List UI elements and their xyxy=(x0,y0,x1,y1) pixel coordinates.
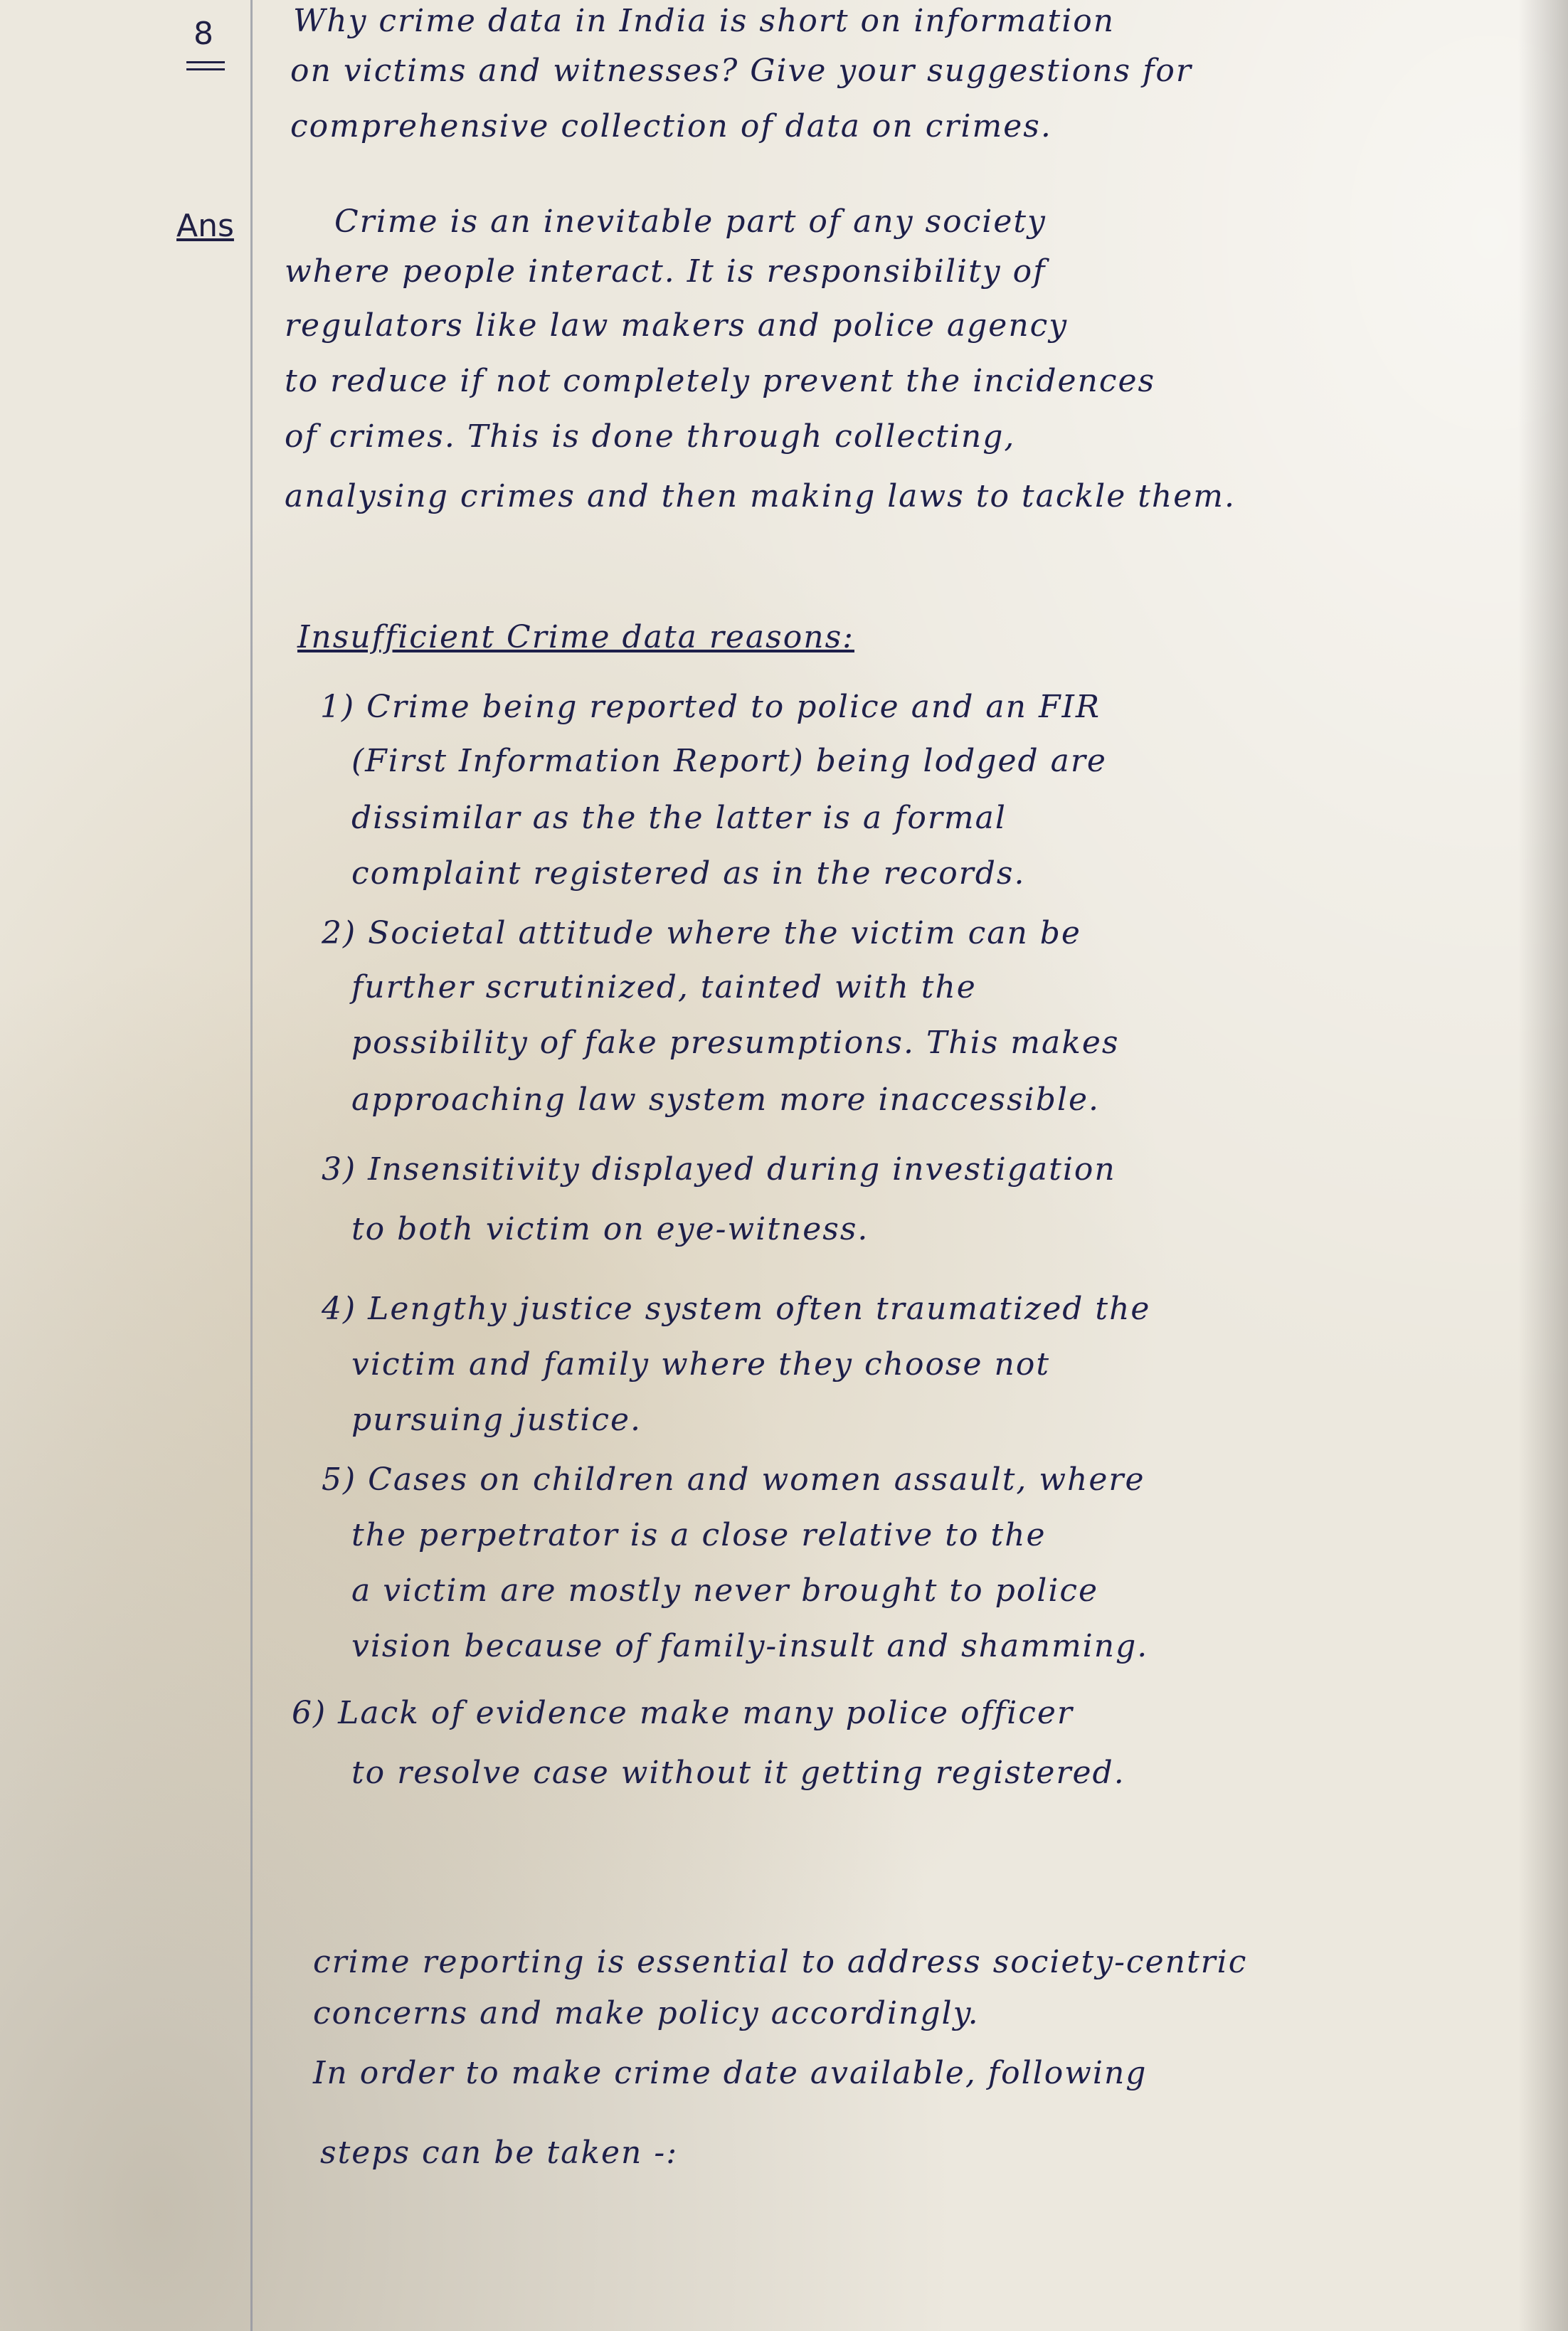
reason-line: 4) Lengthy justice system often traumatized the xyxy=(322,1291,1151,1327)
reason-line: complaint registered as in the records. xyxy=(351,855,1026,892)
intro-line: where people interact. It is responsibility of xyxy=(285,253,1047,290)
intro-line: regulators like law makers and police agency xyxy=(285,307,1069,344)
intro-line: analysing crimes and then making laws to tackle them. xyxy=(285,478,1236,514)
question-line: Why crime data in India is short on information xyxy=(293,3,1116,39)
intro-line: to reduce if not completely prevent the incidences xyxy=(285,363,1156,399)
intro-line: Crime is an inevitable part of any society xyxy=(334,204,1047,240)
question-number-underline xyxy=(186,61,225,63)
answer-label: Ans xyxy=(176,208,234,244)
section-heading: Insufficient Crime data reasons: xyxy=(297,619,854,655)
reason-line: (First Information Report) being lodged are xyxy=(351,743,1107,779)
reason-line: 2) Societal attitude where the victim can be xyxy=(322,915,1081,951)
reason-line: 1) Crime being reported to police and an FIR xyxy=(320,689,1101,725)
reason-line: 5) Cases on children and women assault, where xyxy=(322,1462,1145,1498)
reason-line: pursuing justice. xyxy=(351,1402,642,1438)
page-edge-shadow xyxy=(1518,0,1568,2331)
reason-line: further scrutinized, tainted with the xyxy=(351,969,977,1005)
reason-line: approaching law system more inaccessible. xyxy=(351,1082,1100,1118)
intro-line: of crimes. This is done through collecting, xyxy=(285,418,1016,455)
reason-line: 3) Insensitivity displayed during investigation xyxy=(322,1151,1116,1188)
reason-line: dissimilar as the the latter is a formal xyxy=(351,800,1007,836)
reason-line: possibility of fake presumptions. This makes xyxy=(351,1025,1120,1061)
closing-line: In order to make crime date available, following xyxy=(313,2055,1148,2091)
closing-line: crime reporting is essential to address society-centric xyxy=(313,1944,1248,1980)
reason-line: 6) Lack of evidence make many police officer xyxy=(292,1695,1074,1731)
question-line: comprehensive collection of data on crimes. xyxy=(290,108,1052,144)
reason-line: to both victim on eye-witness. xyxy=(351,1211,869,1247)
reason-line: victim and family where they choose not xyxy=(351,1346,1051,1383)
reason-line: to resolve case without it getting registered. xyxy=(351,1755,1125,1791)
question-number: 8 xyxy=(194,16,213,52)
reason-line: a victim are mostly never brought to police xyxy=(351,1572,1099,1609)
margin-line xyxy=(250,0,253,2331)
closing-line: steps can be taken -: xyxy=(320,2135,679,2171)
closing-line: concerns and make policy accordingly. xyxy=(313,1995,980,2031)
reason-line: vision because of family-insult and shamming. xyxy=(351,1628,1149,1664)
question-line: on victims and witnesses? Give your suggestions for xyxy=(290,53,1192,89)
reason-line: the perpetrator is a close relative to the xyxy=(351,1517,1047,1553)
question-number-underline-2 xyxy=(186,68,225,70)
